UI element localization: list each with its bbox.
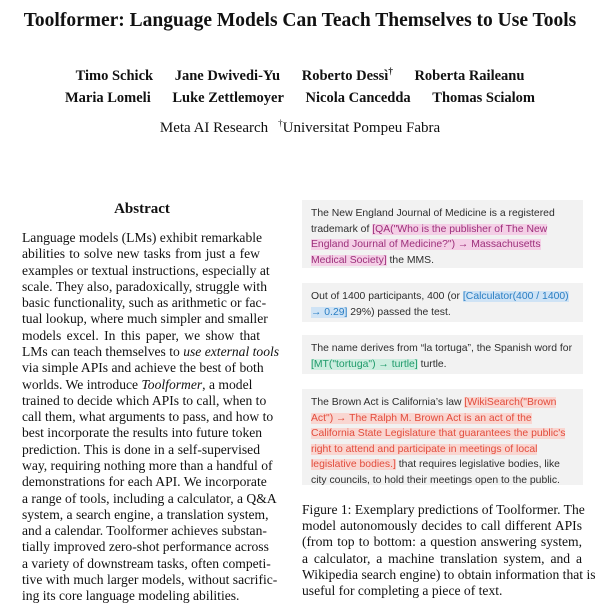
abstract-line: best incorporate the results into future token: [22, 425, 263, 441]
abstract-line: call them, what arguments to pass, and how to: [22, 409, 274, 425]
author-name: Timo Schick: [75, 68, 154, 84]
abstract-heading: Abstract: [114, 201, 170, 217]
author-name: Nicola Cancedda: [305, 90, 411, 106]
abstract-line: ing its core language modeling abilities.: [22, 588, 240, 604]
api-call-wikisearch: [WikiSearch("Brown Act") → The Ralph M. Brown Act is an act of the California State Legislature that guarantees the public's right to attend and participate in meetings of local legislative bodies.]: [311, 397, 566, 471]
caption-line: useful for completing a piece of text.: [302, 583, 503, 599]
abstract-line: system, a search engine, a translation system,: [22, 506, 269, 522]
abstract-line: and a calendar. Toolformer achieves substan-: [22, 523, 267, 539]
example-text: The Brown Act is California’s law: [311, 397, 465, 408]
abstract-line: worlds. We introduce Toolformer, a model: [22, 376, 253, 392]
abstract-line: models excel. In this paper, we show that: [22, 327, 260, 343]
abstract-line: scale. They also, paradoxically, struggle with: [22, 278, 267, 294]
author-list-row-1: [0, 66, 600, 85]
emphasis-text: use external tools: [183, 343, 280, 359]
abstract-line: LMs can teach themselves to use external tools: [22, 343, 280, 359]
caption-line: model autonomously decides to call different APIs: [302, 518, 582, 534]
emphasis-text: Toolformer: [141, 376, 203, 392]
author-name: Jane Dwivedi-Yu: [174, 68, 281, 84]
abstract-line: a range of tools, including a calculator, a Q&A: [22, 490, 277, 506]
dagger-mark: †: [388, 66, 393, 76]
caption-line: Wikipedia search engine) to obtain information that is: [302, 566, 596, 582]
example-text: Out of 1400 participants, 400 (or: [311, 291, 463, 302]
abstract-line: prediction. This is done in a self-supervised: [22, 441, 260, 457]
author-list-row-2: [0, 90, 600, 107]
dagger-mark: †: [278, 118, 283, 128]
example-text: the MMS.: [386, 254, 435, 266]
affiliation-meta: Meta AI Research: [159, 120, 269, 136]
abstract-line: tially improved zero-shot performance across: [22, 539, 269, 555]
abstract-body: [22, 230, 280, 604]
caption-line: a calculator, a machine translation system, and a: [302, 550, 582, 566]
author-name: Roberto Dessì†: [301, 66, 393, 84]
example-calculator: [302, 283, 583, 322]
abstract-line: trained to decide which APIs to call, when to: [22, 392, 267, 408]
author-name: Luke Zettlemoyer: [172, 90, 284, 106]
example-text: The name derives from “la tortuga”, the Spanish word for: [311, 343, 573, 354]
abstract-line: Language models (LMs) exhibit remarkable: [22, 230, 263, 245]
example-text: turtle.: [417, 358, 447, 370]
caption-line: (from top to bottom: a question answering system,: [302, 534, 582, 550]
abstract-line: way, requiring nothing more than a handful of: [22, 457, 273, 473]
abstract-line: tive with much larger models, without sacrific-: [22, 571, 278, 587]
api-call-calculator: [Calculator(400 / 1400) → 0.29]: [311, 291, 569, 318]
example-wikisearch: [302, 389, 583, 485]
author-name: Maria Lomeli: [64, 90, 151, 106]
author-name: Roberta Raileanu: [414, 68, 525, 84]
example-text: 29%) passed the test.: [347, 306, 451, 318]
abstract-line: examples or textual instructions, especially at: [22, 262, 270, 278]
figure-caption: [302, 502, 596, 599]
api-call-qa: [QA("Who is the publisher of The New England Journal of Medicine?") → Massachusetts Medical Society]: [311, 223, 548, 266]
abstract-line: abilities to solve new tasks from just a few: [22, 246, 260, 262]
author-name: Thomas Scialom: [432, 90, 536, 106]
caption-line: Figure 1: Exemplary predictions of Toolformer. The: [302, 502, 585, 517]
example-text: The New England Journal of Medicine is a registered trademark of: [311, 208, 555, 235]
abstract-line: tual lookup, where much simpler and smaller: [22, 311, 268, 327]
example-text: that requires legislative bodies, like city councils, to hold their meetings open to the public.: [311, 459, 560, 486]
abstract-line: demonstrations for each API. We incorporate: [22, 474, 267, 490]
example-qa: [302, 200, 583, 268]
affiliation-upf: Universitat Pompeu Fabra: [282, 120, 441, 136]
abstract-line: basic functionality, such as arithmetic or fac-: [22, 295, 267, 311]
affiliations: [0, 118, 600, 137]
paper-title: Toolformer: Language Models Can Teach Themselves to Use Tools: [23, 10, 577, 31]
abstract-line: via simple APIs and achieve the best of both: [22, 360, 264, 376]
example-translation: [302, 335, 583, 374]
abstract-line: a variety of downstream tasks, often competi-: [22, 555, 271, 571]
api-call-translation: [MT("tortuga") → turtle]: [311, 358, 418, 370]
